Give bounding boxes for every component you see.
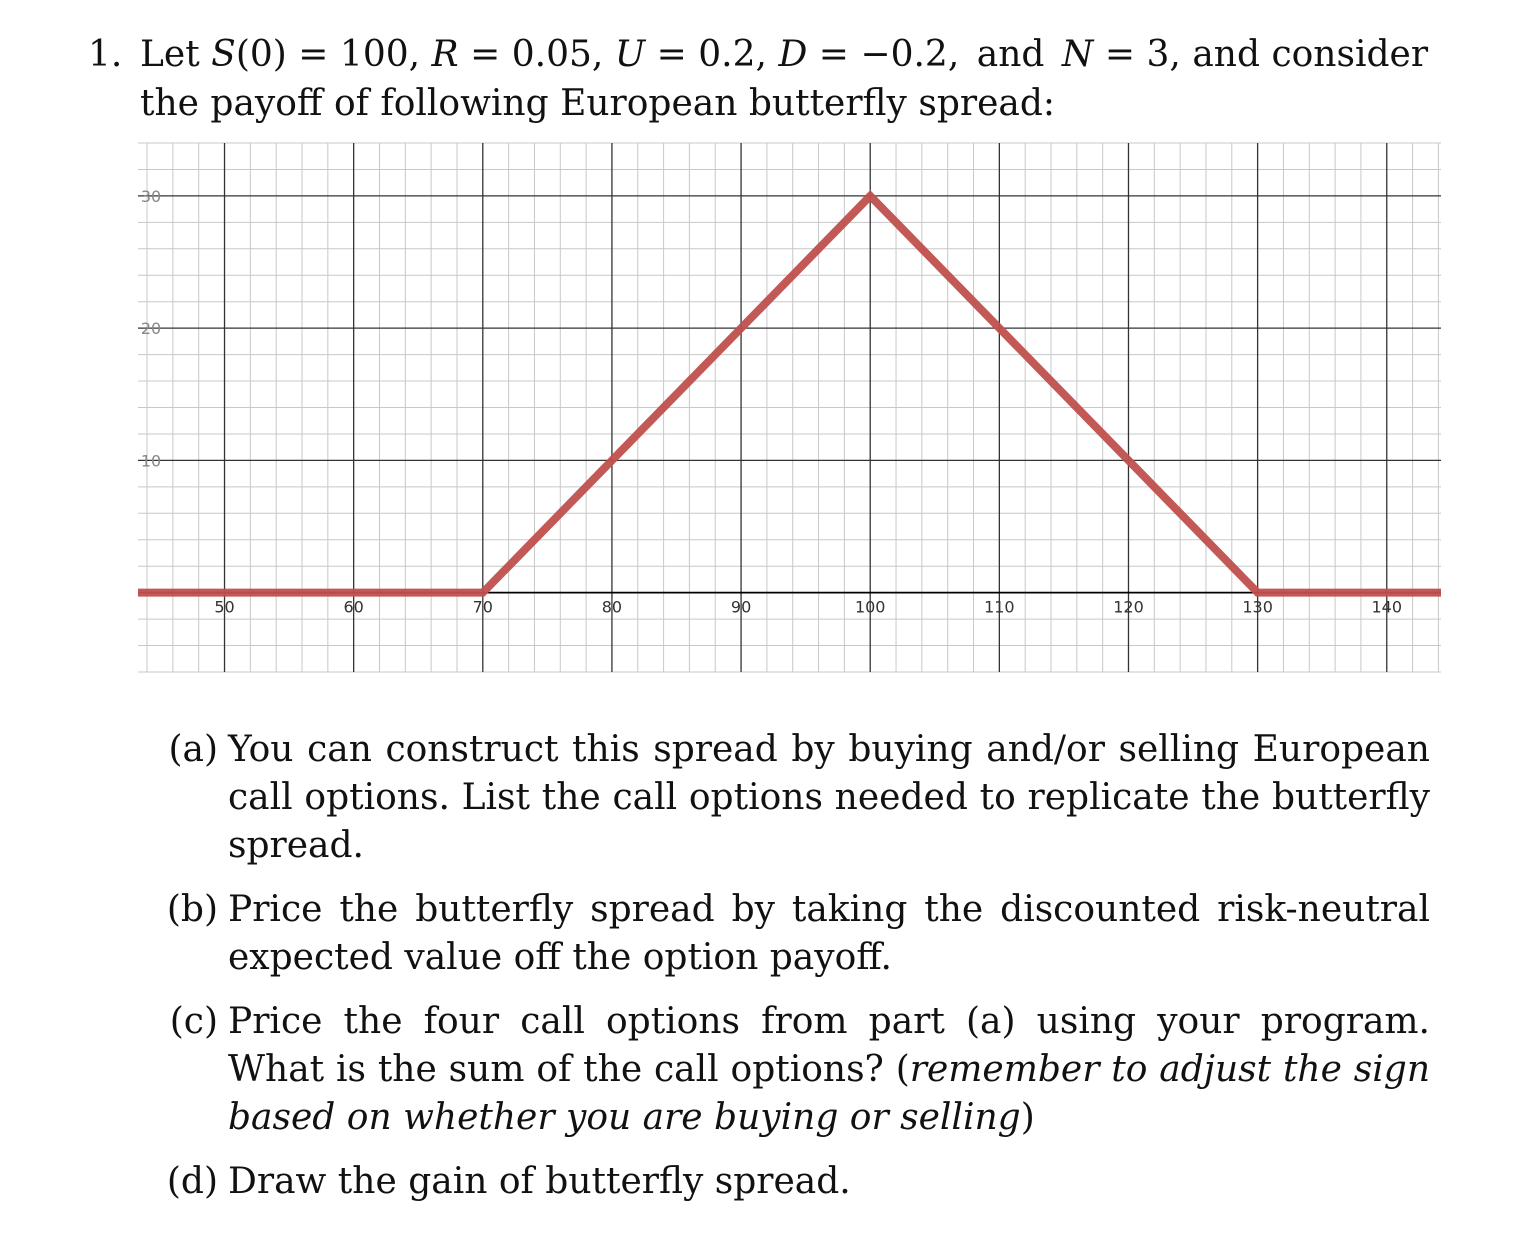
x-tick-label: 70: [472, 597, 493, 617]
part-b-label: (b): [166, 889, 218, 930]
part-d-text: Draw the gain of butterfly spread.: [228, 1161, 851, 1202]
y-tick-label: 10: [140, 451, 162, 471]
y-tick-label: 30: [140, 186, 162, 206]
s0-symbol: S: [211, 34, 236, 75]
lead-word: Let: [140, 34, 200, 75]
part-b: [140, 886, 1430, 982]
n-value: = 3,: [1104, 34, 1181, 75]
r-symbol: R: [431, 34, 459, 75]
part-a-text: You can construct this spread by buying and/or selling European call options. List the call options needed to replicate the butterfly spread.: [228, 729, 1430, 866]
x-tick-label: 130: [1242, 597, 1273, 617]
part-d: [140, 1158, 1430, 1206]
problem-tail: and consider the payoff of following European butterfly spread:: [140, 34, 1429, 124]
part-c-note: remember to adjust the sign based on whether you are buying or selling: [228, 1049, 1431, 1138]
and-word: and: [976, 34, 1045, 75]
d-value: = −0.2,: [818, 34, 960, 75]
part-c-close-paren: ): [1020, 1097, 1035, 1138]
x-tick-label: 100: [854, 597, 886, 617]
x-tick-label: 80: [601, 597, 623, 617]
subquestions: [140, 726, 1430, 1222]
s0-value: = 100,: [298, 34, 421, 75]
part-a-label: (a): [168, 729, 218, 770]
x-tick-label: 140: [1371, 597, 1403, 617]
part-c-body: [228, 998, 1430, 1142]
part-b-text: Price the butterfly spread by taking the discounted risk-neutral expected value off the option payoff.: [228, 889, 1430, 978]
x-tick-label: 110: [984, 597, 1015, 617]
payoff-series-line: [138, 196, 1441, 593]
d-symbol: D: [778, 34, 808, 75]
part-d-label: (d): [166, 1161, 218, 1202]
part-c-open-paren: (: [895, 1049, 910, 1090]
y-tick-label: 20: [140, 319, 162, 339]
problem-number: 1.: [88, 34, 123, 75]
part-c: [140, 998, 1430, 1142]
part-c-text: Price the four call options from part (a) using your program. What is the sum of the call options?: [228, 1001, 1430, 1090]
x-tick-label: 120: [1113, 597, 1144, 617]
part-c-label: (c): [169, 1001, 218, 1042]
r-value: = 0.05,: [470, 34, 604, 75]
u-value: = 0.2,: [656, 34, 767, 75]
part-a: [140, 726, 1430, 870]
x-tick-label: 50: [214, 597, 235, 617]
u-symbol: U: [614, 34, 646, 75]
n-symbol: N: [1061, 34, 1094, 75]
s0-argument: (0): [235, 34, 287, 75]
x-tick-label: 90: [730, 597, 752, 617]
x-tick-label: 60: [343, 597, 364, 617]
